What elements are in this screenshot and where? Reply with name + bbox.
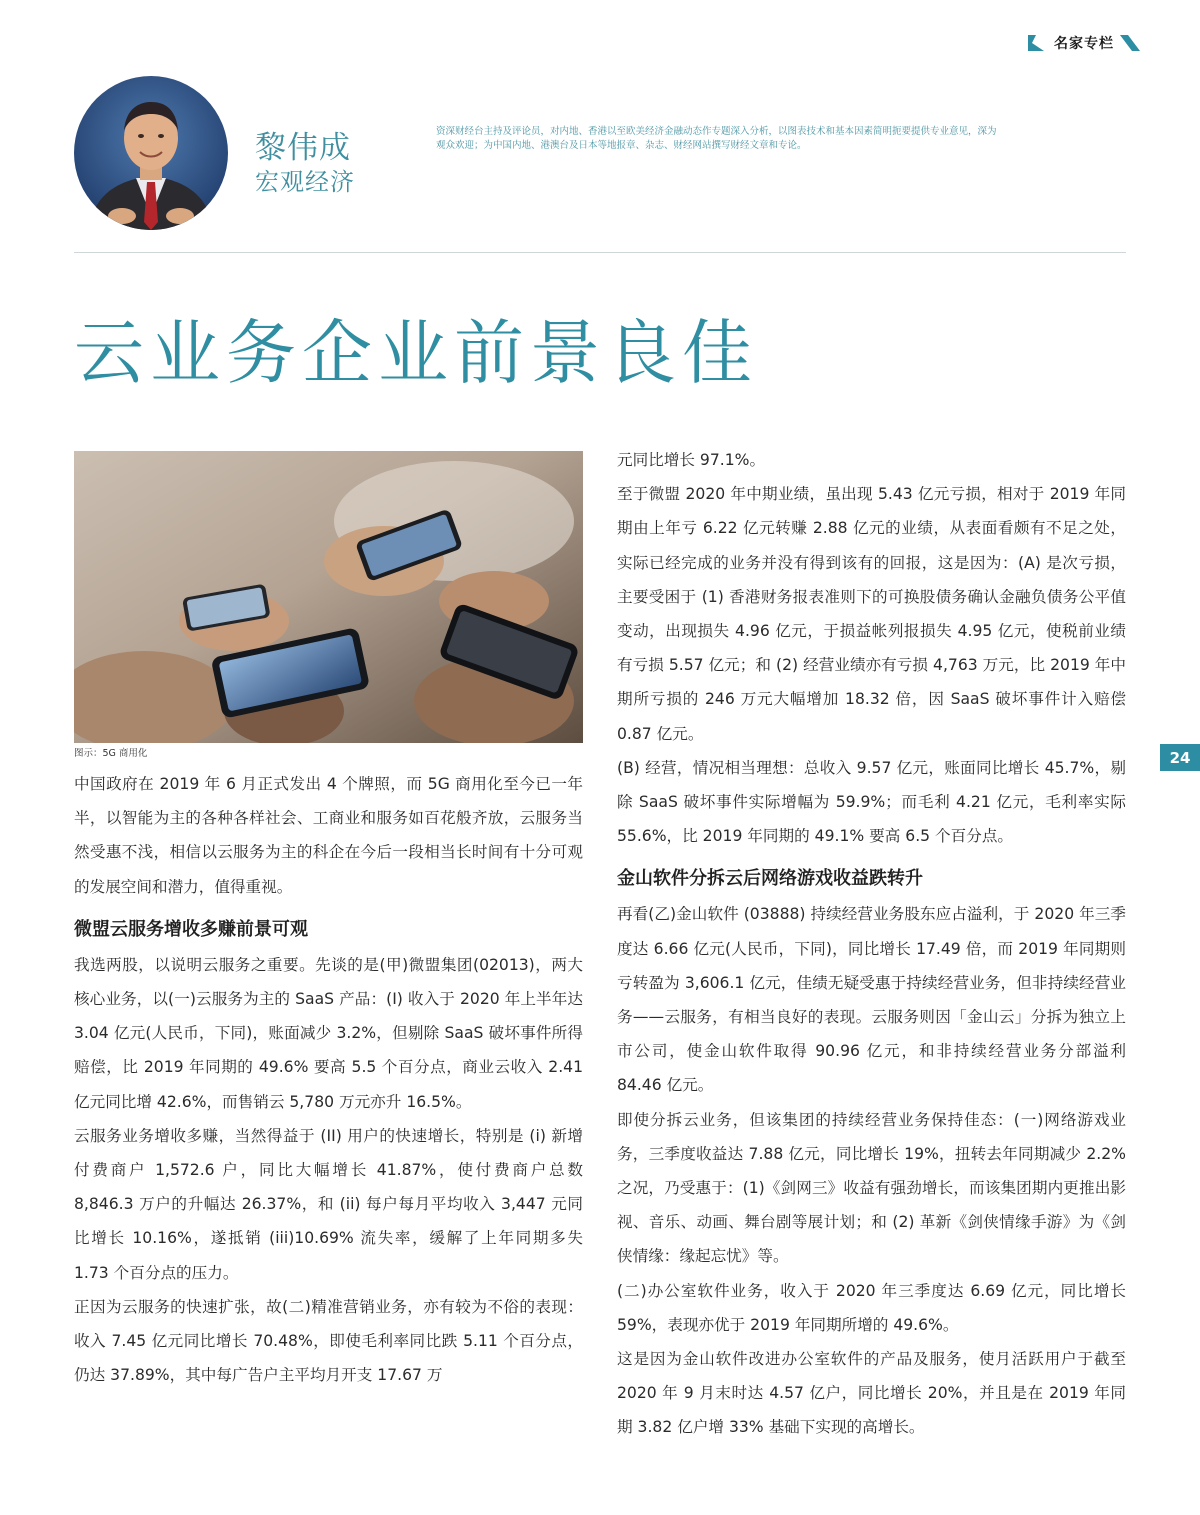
body-paragraph: 这是因为金山软件改进办公室软件的产品及服务，使月活跃用户于截至 2020 年 9 月末时达 4.57 亿户，同比增长 20%，并且是在 2019 年同期 3.82 亿户增 33% 基础下实现的高增长。 [617,1350,1126,1437]
left-column [74,767,583,1392]
author-field: 宏观经济 [255,168,355,196]
author-avatar [74,76,228,230]
article-title: 云业务企业前景良佳 [74,312,758,394]
body-paragraph: 再看(乙)金山软件 (03888) 持续经营业务股东应占溢利，于 2020 年三季度达 6.66 亿元(人民币，下同)，同比增长 17.49 倍，而 2019 年同期则亏转盈为 3,606.1 亿元，佳绩无疑受惠于持续经营业务，但非持续经营业务——云服务，有相当良好的表现。云服务则因「金山云」分拆为独立上市公司，使金山软件取得 90.96 亿元，和非持续经营业务分部溢利 84.46 亿元。 [617,905,1126,1095]
chevron-left-icon [1026,33,1046,53]
body-paragraph: 云服务业务增收多赚，当然得益于 (II) 用户的快速增长，特别是 (i) 新增付费商户 1,572.6 户，同比大幅增长 41.87%，使付费商户总数 8,846.3 万户的升幅达 26.37%，和 (ii) 每户每月平均收入 3,447 元同比增长 10.16%，遂抵销 (iii)10.69% 流失率，缓解了上年同期多失 1.73 个百分点的压力。 [74,1126,583,1282]
author-name: 黎伟成 [255,130,351,166]
image-caption: 图示：5G 商用化 [74,748,148,759]
section-heading-kingsoft: 金山软件分拆云后网络游戏收益跌转升 [617,868,923,890]
body-paragraph: (二)办公室软件业务，收入于 2020 年三季度达 6.69 亿元，同比增长 59%，表现亦优于 2019 年同期所增的 49.6%。 [617,1281,1126,1334]
body-paragraph: 元同比增长 97.1%。 [617,451,766,469]
article-photo [74,451,583,743]
body-paragraph: 我选两股，以说明云服务之重要。先谈的是(甲)微盟集团(02013)，两大核心业务，以(一)云服务为主的 SaaS 产品：(I) 收入于 2020 年上半年达 3.04 亿元(人民币，下同)，账面减少 3.2%，但剔除 SaaS 破坏事件所得赔偿，比 2019 年同期的 49.6% 要高 5.5 个百分点，商业云收入 2.41 亿元同比增 42.6%，而售销云 5,780 万元亦升 16.5%。 [74,955,583,1111]
page-number: 24 [1160,744,1200,771]
section-heading-weimob: 微盟云服务增收多赚前景可观 [74,918,308,940]
header-divider [74,252,1126,253]
body-paragraph: 至于微盟 2020 年中期业绩，虽出现 5.43 亿元亏损，相对于 2019 年同期由上年亏 6.22 亿元转赚 2.88 亿元的业绩，从表面看颇有不足之处，实际已经完成的业务并没有得到该有的回报，这是因为：(A) 是次亏损，主要受困于 (1) 香港财务报表准则下的可换股债务确认金融负债务公平值变动，出现损失 4.96 亿元，于损益帐列报损失 4.95 亿元，使税前业绩有亏损 5.57 亿元；和 (2) 经营业绩亦有亏损 4,763 万元，比 2019 年中期所亏损的 246 万元大幅增加 18.32 倍，因 SaaS 破坏事件计入赔偿 0.87 亿元。 [617,485,1126,743]
chevron-right-icon [1120,33,1142,53]
intro-paragraph: 中国政府在 2019 年 6 月正式发出 4 个牌照，而 5G 商用化至今已一年半，以智能为主的各种各样社会、工商业和服务如百花般齐放，云服务当然受惠不浅，相信以云服务为主的科企在今后一段相当长时间有十分可观的发展空间和潜力，值得重视。 [74,775,583,896]
body-paragraph: 正因为云服务的快速扩张，故(二)精准营销业务，亦有较为不俗的表现：收入 7.45 亿元同比增长 70.48%，即使毛利率同比跌 5.11 个百分点，仍达 37.89%，其中每广告户主平均月开支 17.67 万 [74,1297,583,1385]
column-tag [1026,32,1142,54]
column-tag-label: 名家专栏 [1054,36,1114,52]
body-paragraph: (B) 经营，情况相当理想：总收入 9.57 亿元，账面同比增长 45.7%，剔除 SaaS 破坏事件实际增幅为 59.9%；而毛利 4.21 亿元，毛利率实际 55.6%，比 2019 年同期的 49.1% 要高 6.5 个百分点。 [617,758,1126,846]
author-bio: 资深财经台主持及评论员，对内地、香港以至欧美经济金融动态作专题深入分析，以图表技术和基本因素简明扼要提供专业意见，深为观众欢迎；为中国内地、港澳台及日本等地报章、杂志、财经网站撰写财经文章和专论。 [436,126,997,151]
right-column [617,443,1126,1445]
body-paragraph: 即使分拆云业务，但该集团的持续经营业务保持佳态：(一)网络游戏业务，三季度收益达 7.88 亿元，同比增长 19%，扭转去年同期减少 2.2% 之况，乃受惠于：(1)《剑网三》收益有强劲增长，而该集团期内更推出影视、音乐、动画、舞台剧等展计划；和 (2) 革新《剑侠情缘手游》为《剑侠情缘：缘起忘忧》等。 [617,1110,1126,1266]
